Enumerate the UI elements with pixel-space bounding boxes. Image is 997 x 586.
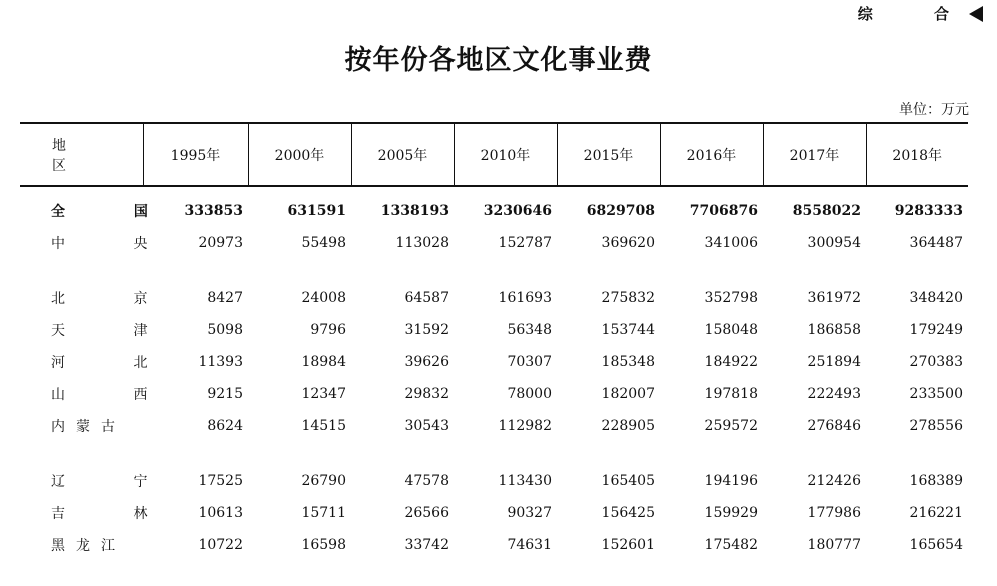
- table-row: [20, 227, 968, 259]
- table-cell: 6829708: [586, 203, 655, 219]
- page-title: 按年份各地区文化事业费: [344, 45, 653, 76]
- table-cell: 24008: [301, 290, 346, 306]
- column-header-2005: 2005年: [351, 123, 454, 186]
- table-cell: 11393: [198, 354, 243, 370]
- table-cell: 10613: [198, 505, 243, 521]
- table-cell: 33742: [404, 537, 449, 553]
- table-cell: 74631: [507, 537, 552, 553]
- row-name: 山 西: [51, 387, 180, 403]
- table-cell: 16598: [301, 537, 346, 553]
- table-cell: 348420: [909, 290, 963, 306]
- table-row: [20, 378, 968, 410]
- table-cell: 182007: [601, 386, 655, 402]
- data-table: [20, 122, 968, 561]
- left-triangle-icon: [969, 6, 983, 22]
- table-cell: 158048: [704, 322, 758, 338]
- table-cell: 30543: [404, 418, 449, 434]
- table-cell: 216221: [909, 505, 963, 521]
- table-cell: 70307: [507, 354, 552, 370]
- row-name: 吉 林: [51, 506, 180, 522]
- table-cell: 159929: [704, 505, 758, 521]
- table-cell: 9283333: [894, 203, 963, 219]
- table-cell: 175482: [704, 537, 758, 553]
- column-header-1995: 1995年: [143, 123, 248, 186]
- table-cell: 47578: [404, 473, 449, 489]
- table-cell: 177986: [807, 505, 861, 521]
- table-cell: 55498: [301, 235, 346, 251]
- table-cell: 64587: [404, 290, 449, 306]
- section-tag-label: 综 合: [857, 5, 977, 23]
- table-cell: 364487: [909, 235, 963, 251]
- table-cell: 8427: [207, 290, 243, 306]
- table-cell: 7706876: [689, 203, 758, 219]
- table-cell: 361972: [807, 290, 861, 306]
- table-cell: 341006: [704, 235, 758, 251]
- table-cell: 14515: [301, 418, 346, 434]
- table-cell: 300954: [807, 235, 861, 251]
- table-cell: 153744: [601, 322, 655, 338]
- table-cell: 3230646: [483, 203, 552, 219]
- table-cell: 179249: [909, 322, 963, 338]
- table-cell: 194196: [704, 473, 758, 489]
- table-cell: 212426: [807, 473, 861, 489]
- row-name: 河 北: [51, 355, 180, 371]
- table-cell: 156425: [601, 505, 655, 521]
- table-row: [20, 465, 968, 497]
- table-cell: 152787: [498, 235, 552, 251]
- table-cell: 56348: [507, 322, 552, 338]
- table-cell: 276846: [807, 418, 861, 434]
- table-cell: 369620: [601, 235, 655, 251]
- table-cell: 39626: [404, 354, 449, 370]
- table-cell: 259572: [704, 418, 758, 434]
- table-cell: 168389: [909, 473, 963, 489]
- column-header-2018: 2018年: [866, 123, 968, 186]
- table-cell: 15711: [301, 505, 346, 521]
- table-cell: 9215: [207, 386, 243, 402]
- table-cell: 90327: [507, 505, 552, 521]
- table-cell: 78000: [507, 386, 552, 402]
- table-cell: 222493: [807, 386, 861, 402]
- table-cell: 8624: [207, 418, 243, 434]
- table-cell: 165405: [601, 473, 655, 489]
- row-name: 辽 宁: [51, 474, 180, 490]
- table-cell: 197818: [704, 386, 758, 402]
- column-header-2015: 2015年: [557, 123, 660, 186]
- table-cell: 112982: [498, 418, 552, 434]
- table-cell: 31592: [404, 322, 449, 338]
- table-cell: 152601: [601, 537, 655, 553]
- row-spacer: [20, 442, 968, 465]
- table-row: [20, 497, 968, 529]
- table-cell: 26790: [301, 473, 346, 489]
- table-cell: 161693: [498, 290, 552, 306]
- row-name: 中 央: [51, 236, 180, 252]
- table-cell: 165654: [909, 537, 963, 553]
- row-spacer: [20, 259, 968, 282]
- table-cell: 185348: [601, 354, 655, 370]
- table-cell: 251894: [807, 354, 861, 370]
- table-cell: 228905: [601, 418, 655, 434]
- table-cell: 17525: [198, 473, 243, 489]
- table-cell: 8558022: [792, 203, 861, 219]
- table-cell: 10722: [198, 537, 243, 553]
- section-tag: [858, 3, 983, 24]
- table-cell: 1338193: [380, 203, 449, 219]
- table-cell: 180777: [807, 537, 861, 553]
- table-row: [20, 410, 968, 442]
- table-cell: 275832: [601, 290, 655, 306]
- unit-label: 单位：万元: [899, 102, 969, 118]
- table-cell: 278556: [909, 418, 963, 434]
- column-header-2000: 2000年: [248, 123, 351, 186]
- column-header-2017: 2017年: [763, 123, 866, 186]
- table-cell: 26566: [404, 505, 449, 521]
- table-row: [20, 186, 968, 227]
- table-cell: 113028: [395, 235, 449, 251]
- table-cell: 270383: [909, 354, 963, 370]
- table-cell: 12347: [301, 386, 346, 402]
- table-cell: 29832: [404, 386, 449, 402]
- row-name: 内蒙古: [51, 419, 126, 435]
- row-name: 黑龙江: [51, 538, 126, 554]
- table-cell: 233500: [909, 386, 963, 402]
- table-cell: 113430: [498, 473, 552, 489]
- table-cell: 184922: [704, 354, 758, 370]
- table-cell: 5098: [207, 322, 243, 338]
- row-name: 天 津: [51, 323, 180, 339]
- table-row: [20, 282, 968, 314]
- table-cell: 333853: [184, 203, 243, 219]
- column-header-2010: 2010年: [454, 123, 557, 186]
- table-cell: 18984: [301, 354, 346, 370]
- column-header-region: 地 区: [20, 123, 143, 186]
- table-row: [20, 529, 968, 561]
- table-cell: 9796: [310, 322, 346, 338]
- table-cell: 352798: [704, 290, 758, 306]
- table-row: [20, 346, 968, 378]
- row-name: 北 京: [51, 291, 180, 307]
- table-header-row: [20, 123, 968, 186]
- table-cell: 20973: [198, 235, 243, 251]
- table-row: [20, 314, 968, 346]
- table-cell: 631591: [287, 203, 346, 219]
- row-name: 全 国: [51, 204, 180, 220]
- column-header-2016: 2016年: [660, 123, 763, 186]
- table-cell: 186858: [807, 322, 861, 338]
